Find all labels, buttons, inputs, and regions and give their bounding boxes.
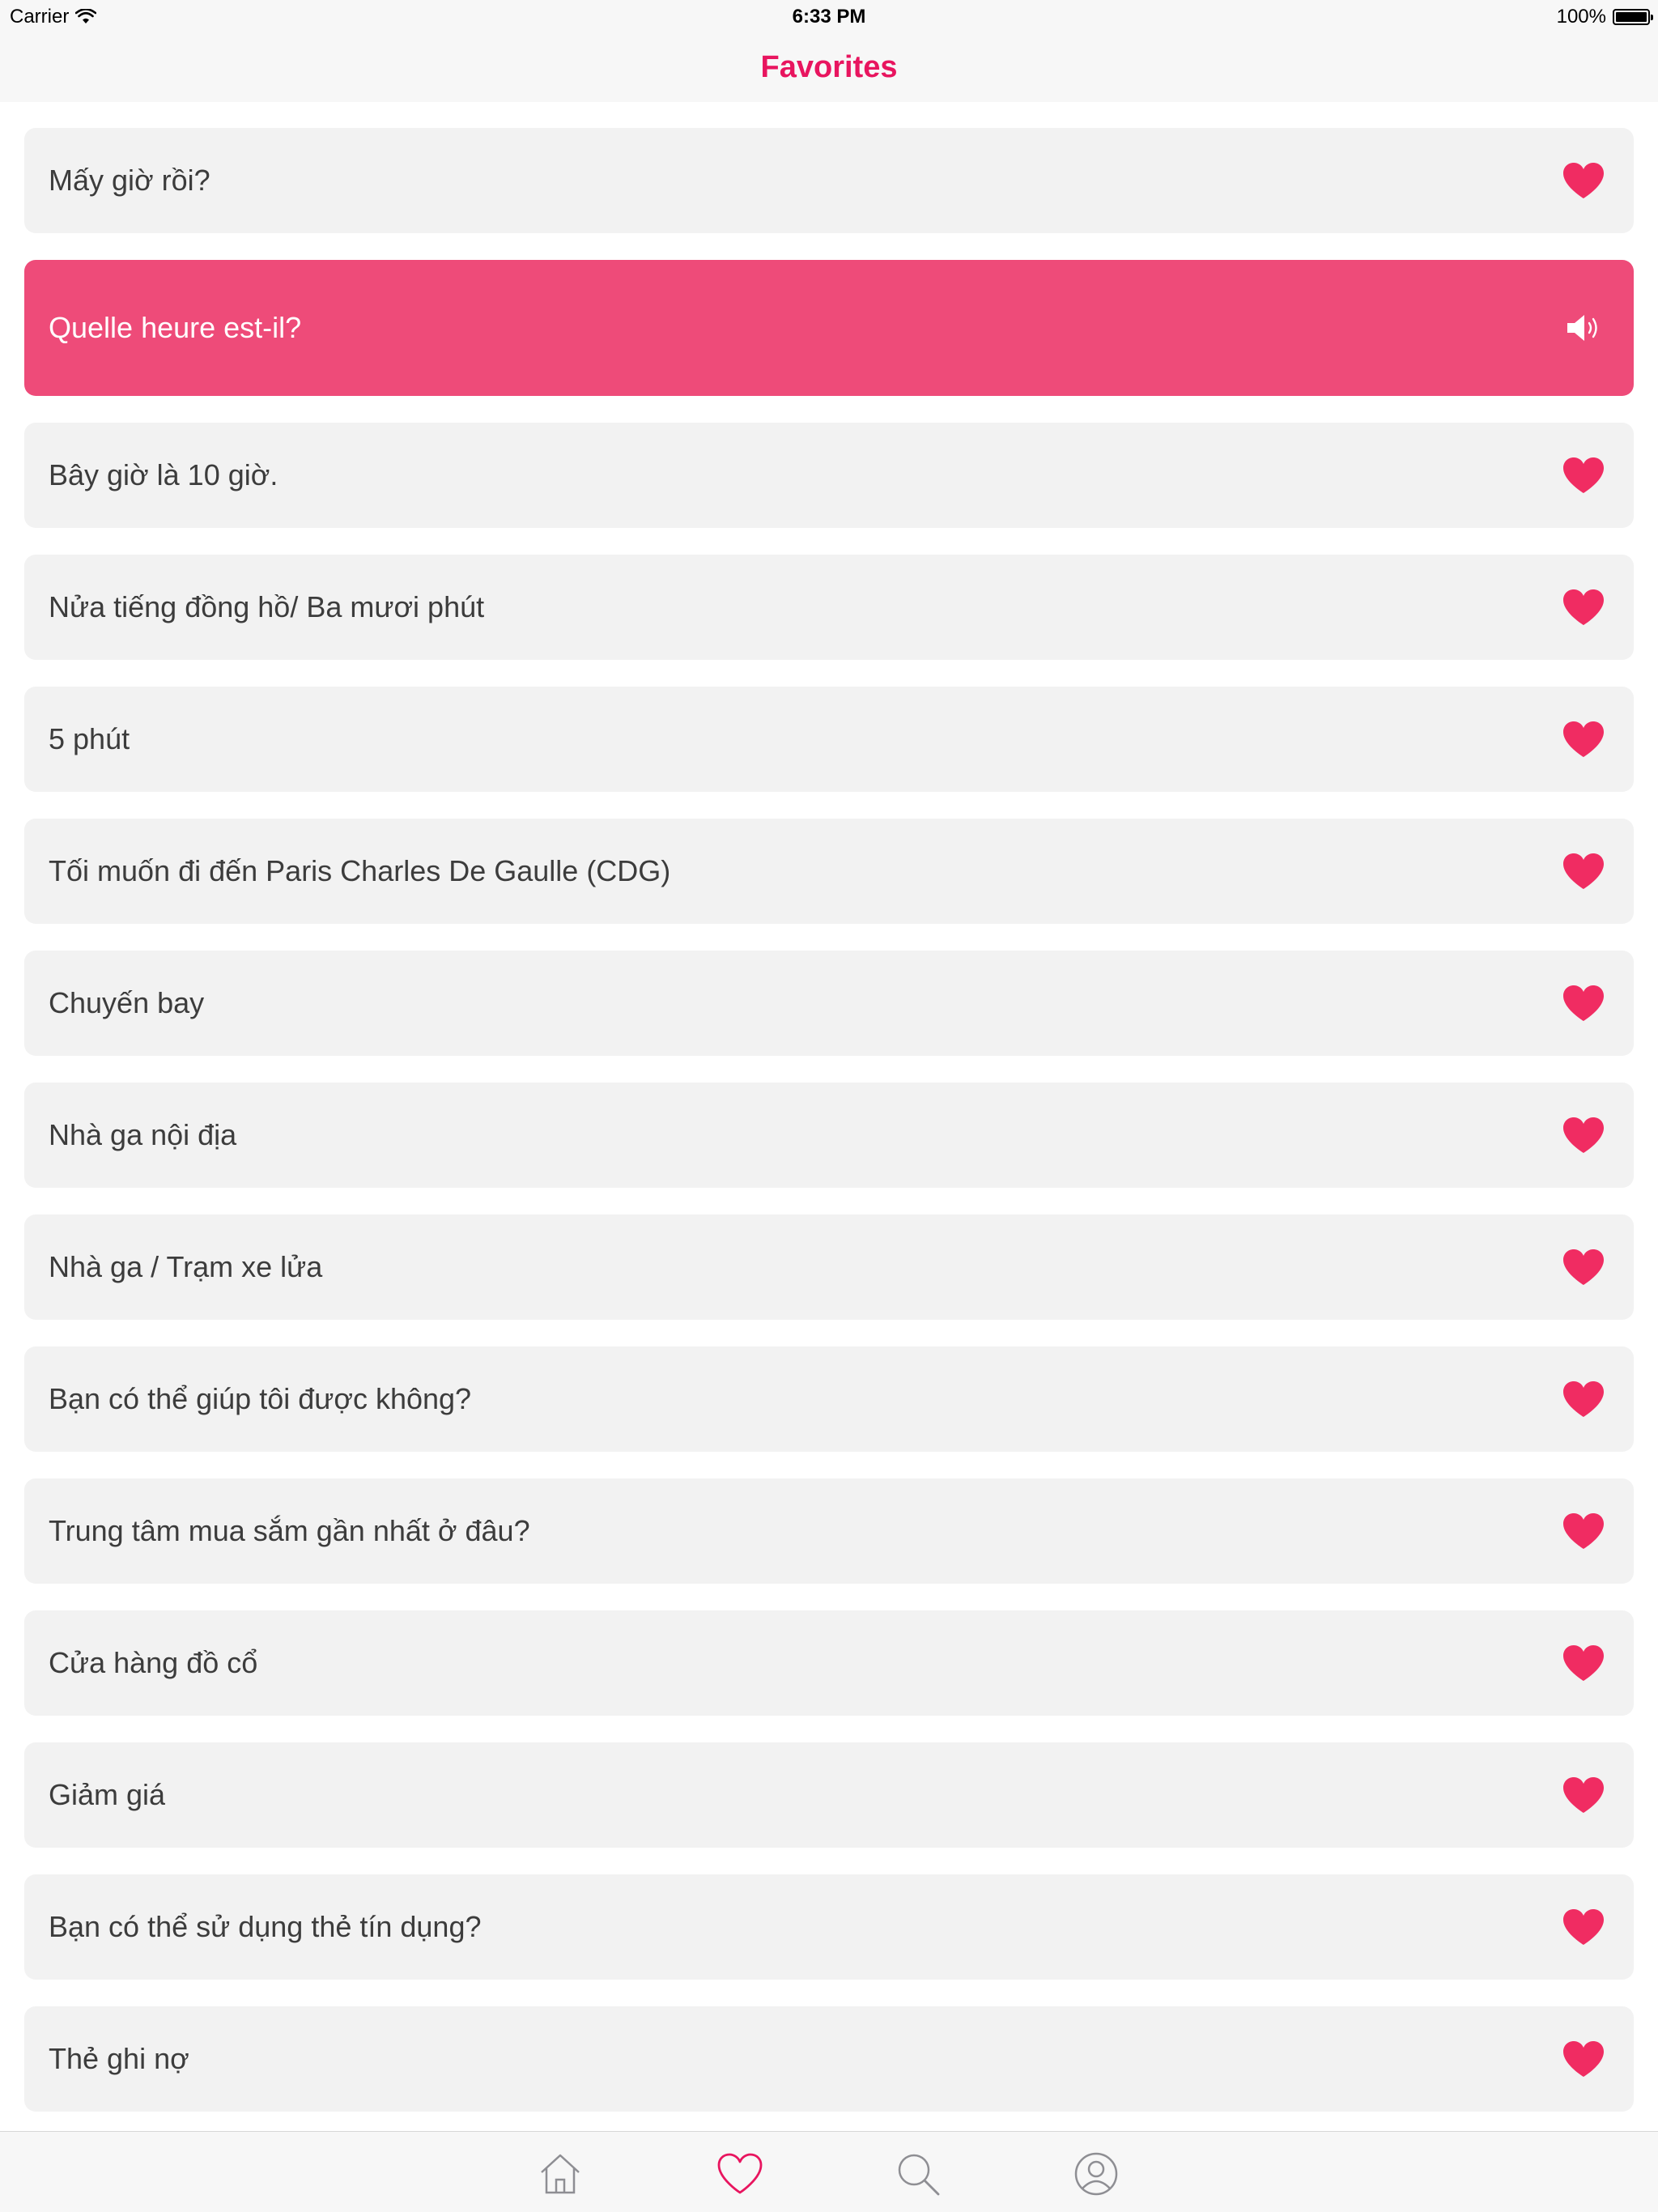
list-item[interactable] <box>24 555 1634 660</box>
list-item[interactable] <box>24 819 1634 924</box>
list-item-text: Bây giờ là 10 giờ. <box>49 458 278 491</box>
heart-icon[interactable] <box>1561 1244 1606 1290</box>
list-item[interactable] <box>24 128 1634 233</box>
list-item-text: Mấy giờ rồi? <box>49 164 210 197</box>
status-bar <box>0 0 1658 32</box>
list-item-text: Quelle heure est-il? <box>49 311 302 344</box>
page-title: Favorites <box>760 49 898 84</box>
list-item-text: Nhà ga / Trạm xe lửa <box>49 1250 323 1283</box>
battery-percent: 100% <box>1556 6 1606 28</box>
battery-fill <box>1616 12 1647 22</box>
list-item[interactable] <box>24 1478 1634 1584</box>
list-item-text: Nhà ga nội địa <box>49 1118 237 1151</box>
list-item-text: Giảm giá <box>49 1778 166 1811</box>
heart-icon[interactable] <box>1561 585 1606 630</box>
list-item[interactable] <box>24 423 1634 528</box>
heart-icon[interactable] <box>1561 981 1606 1026</box>
list-item-text: Thẻ ghi nợ <box>49 2042 189 2075</box>
status-right <box>1557 6 1650 28</box>
tab-profile[interactable] <box>1072 2150 1120 2198</box>
heart-icon[interactable] <box>1561 1508 1606 1554</box>
list-item[interactable] <box>24 1610 1634 1716</box>
search-icon <box>895 2150 942 2197</box>
heart-icon[interactable] <box>1561 2036 1606 2082</box>
heart-icon[interactable] <box>1561 1772 1606 1818</box>
home-icon <box>537 2150 584 2197</box>
list-item-text: Bạn có thể giúp tôi được không? <box>49 1382 472 1415</box>
profile-icon <box>1073 2150 1120 2197</box>
list-item[interactable] <box>24 1346 1634 1452</box>
list-item-text: Tối muốn đi đến Paris Charles De Gaulle (CDG) <box>49 854 671 887</box>
heart-icon[interactable] <box>1561 453 1606 498</box>
list-item[interactable] <box>24 1083 1634 1188</box>
list-item[interactable] <box>24 1874 1634 1980</box>
heart-icon[interactable] <box>1561 849 1606 894</box>
list-item-text: Chuyến bay <box>49 986 205 1019</box>
heart-icon[interactable] <box>1561 1112 1606 1158</box>
list-item[interactable] <box>24 1214 1634 1320</box>
heart-outline-icon <box>716 2151 764 2197</box>
list-item-text: Cửa hàng đồ cổ <box>49 1646 258 1679</box>
favorites-list <box>24 128 1634 2138</box>
list-item-text: Nửa tiếng đồng hồ/ Ba mươi phút <box>49 590 485 623</box>
heart-icon[interactable] <box>1561 717 1606 762</box>
heart-icon[interactable] <box>1561 1640 1606 1686</box>
list-item[interactable] <box>24 687 1634 792</box>
tab-home[interactable] <box>536 2150 585 2198</box>
tab-search[interactable] <box>894 2150 942 2198</box>
heart-icon[interactable] <box>1561 158 1606 203</box>
battery-icon <box>1613 9 1650 25</box>
carrier-label: Carrier <box>10 6 70 28</box>
speaker-icon[interactable] <box>1561 305 1606 351</box>
list-item-selected[interactable] <box>24 260 1634 396</box>
list-item-text: Bạn có thể sử dụng thẻ tín dụng? <box>49 1910 482 1943</box>
list-item[interactable] <box>24 2006 1634 2112</box>
heart-icon[interactable] <box>1561 1376 1606 1422</box>
tab-bar <box>0 2131 1658 2212</box>
status-time: 6:33 PM <box>792 6 866 28</box>
list-item[interactable] <box>24 951 1634 1056</box>
list-item[interactable] <box>24 1742 1634 1848</box>
list-item-text: 5 phút <box>49 722 130 755</box>
list-item-text: Trung tâm mua sắm gần nhất ở đâu? <box>49 1514 530 1547</box>
navigation-bar <box>0 32 1658 102</box>
tab-favorites[interactable] <box>716 2150 764 2198</box>
heart-icon[interactable] <box>1561 1904 1606 1950</box>
